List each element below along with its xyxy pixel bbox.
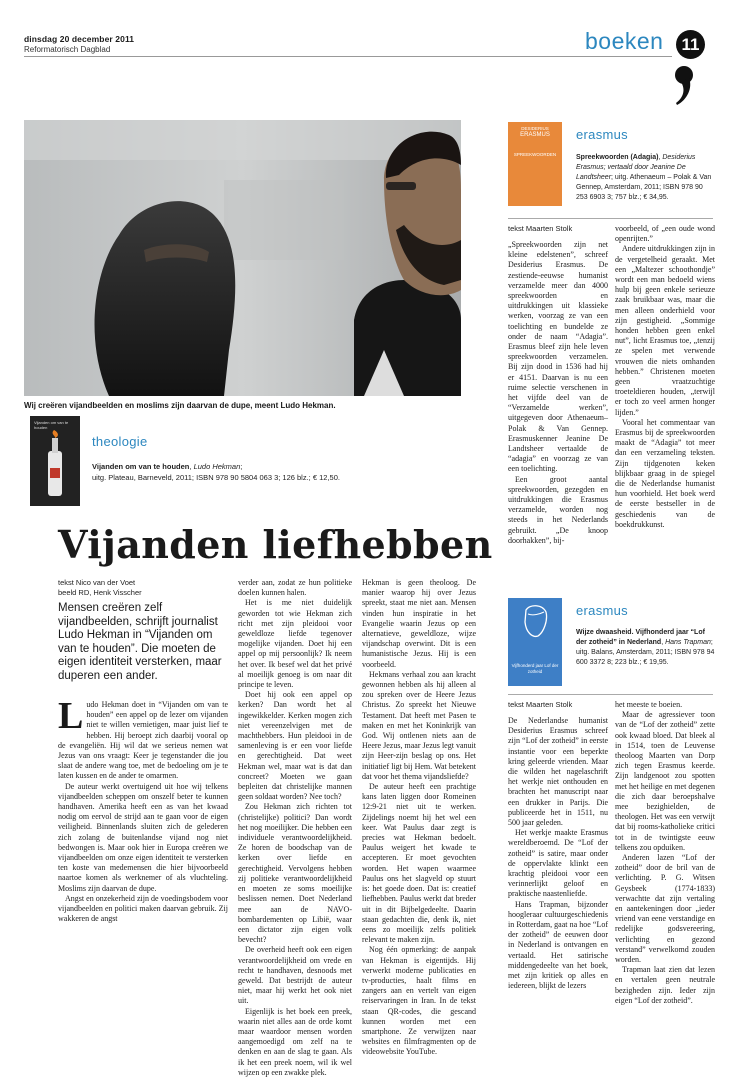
lof-der-zotheid-cover [508,598,562,686]
article-column-2 [238,578,352,1077]
paragraph: Hans Trapman, bijzonder hoogleraar cultuurgeschiedenis in Rotterdam, gaat na hoe “Lof der zotheid” de eeuwen door in Nederland is ontvangen en vertaald. Het satirische middengedeelte van het boek, met zijn kritiek op alles en iedereen, blijkt de lezers [508,899,608,991]
erasmus-column-1 [508,240,608,572]
erasmus2-book-info: Wijze dwaasheid. Vijfhonderd jaar “Lof der zotheid” in Nederland, Hans Trapman; uitg. Balans, Amsterdam, 2011; ISBN 978 94 600 3372 8; 223 blz.; € 19,95. [576,629,715,666]
article-byline: tekst Nico van der Voet [58,578,136,587]
erasmus-book-info: Spreekwoorden (Adagia), Desiderius Erasmus; vertaald door Jeanine De Landtsheer; uitg. Athenaeum – Polak & Van Gennep, Amsterdam, 2011; ISBN 978 90 253 6903 3; 757 blz.; € 34,95. [576,154,712,201]
paragraph: Trapman laat zien dat lezen en vertalen geen neutrale bezigheden zijn. Ieder zijn eigen “Lof der zotheid”. [615,965,715,1005]
paragraph: Andere uitdrukkingen zijn in de vergetelheid geraakt. Met een „Maltezer schoothondje” wordt een man bedoeld wiens hulp bij geen enkele serieuze zaak bruikbaar was, maar die men alleen onderhield voor zijn gestigheid. „Sommige honden hebben geen enkel nut”, licht Erasmus toe, „tenzij ze spelen met verwende vrouwen die niets omhanden hebben.” Christenen moeten geen vraatzuchtige troeteldieren houden, „terwijl er toch zo veel armen honger lijden.” [615,244,715,417]
paragraph: Het is me niet duidelijk geworden tot wie Hekman zich richt met zijn pleidooi voor geweldloze liefde tegenover mogelijke vijanden. Doet hij een appel op mij persoonlijk? Ik neem het over. Ik besef wel dat het privé al moeilijk genoeg is om naar dit principe te leven. [238,598,352,690]
erasmus2-byline: tekst Maarten Stolk [508,700,573,709]
erasmus2-book-details: uitg. Balans, Amsterdam, 2011; ISBN 978 94 600 3372 8; 223 blz.; € 19,95. [576,649,715,666]
article-photo [24,120,461,396]
erasmus-book-cover [508,122,562,206]
erasmus-book-title: Spreekwoorden (Adagia) [576,154,659,161]
erasmus2-book-title: Wijze dwaasheid. Vijfhonderd jaar “Lof der zotheid” in Nederland [576,629,705,646]
paragraph: voorbeeld, of „een oude wond openrijten.” [615,224,715,244]
divider [508,218,713,219]
paragraph: Anderen lazen “Lof der zotheid” door de bril van de verlichting. P. G. Witsen Geysbeek (1774-1833) verwachtte dat zijn vertaling en aantekeningen door „ieder vriend van eene verstandige en redelijke godsvereering, verlichting en gezond verstand” verwelkomd zouden worden. [615,853,715,965]
cover-text: Vijfhonderd jaar Lof der zotheid [511,663,559,674]
paragraph: De auteur heeft een prachtige kans laten liggen door Romeinen 12:9-21 niet uit te werken. Zijdelings noemt hij het wel een keer. Wat Paulus daar zegt is precies wat Hekman bedoelt. Paulus weigert het kwade te accepteren. Er moet gevochten worden. Het wapen waarmee Paulus ons het slagveld op stuurt is: het goede doen. Dat is: creatief liefhebben. Paulus werkt dat breder uit in dit Bijbelgedeelte. Daarin staan gedachten die, denk ik, niet eens zo moeilijk zelfs politiek relevant te maken zijn. [362,782,476,945]
theology-book-info: Vijanden om van te houden, Ludo Hekman; uitg. Plateau, Barneveld, 2011; ISBN 978 90 5804 063 3; 126 blz.; € 12,50. [92,462,340,482]
paragraph: Doet hij ook een appel op kerken? Dan wordt het al ingewikkelder. Kerken mogen zich niet vereenzelvigen met de machthebbers. Hun pleidooi in de samenleving is er een voor liefde en gerechtigheid. Dat weet Hekman wel, maar wat is dat dan concreet? Moeten we gaan bepleiten dat christelijke mannen geen soldaat worden? Nee toch? [238,690,352,802]
theology-book-cover [30,416,80,506]
paragraph: Het werkje maakte Erasmus wereldberoemd. De “Lof der zotheid” is satire, maar onder de oppervlakte klinkt een krachtig pleidooi voor een verinnerlijkt geloof en praktische naastenliefde. [508,828,608,899]
theology-book-author: Ludo Hekman [193,462,241,471]
divider [508,694,713,695]
paragraph: Zou Hekman zich richten tot (christelijke) politici? Dan wordt het nog moeilijker. Die hebben een individuele verantwoordelijkheid. Ze horen de boodschap van de kerken over liefde en gerechtigheid. Vervolgens hebben zij politieke verantwoordelijkheid en moeten ze soms moeilijke beslissen nemen. Doet Nederland mee aan de NAVO-bombardementen op Libië, waar een dictator zijn eigen volk bevecht? [238,802,352,945]
header-rule [24,56,672,57]
erasmus-byline: tekst Maarten Stolk [508,224,573,233]
article-column-3 [362,578,476,1060]
publication-name: Reformatorisch Dagblad [24,45,111,54]
paragraph: Maar de agressiever toon van de “Lof der zotheid” zette ook kwaad bloed. Dat bleek al in 1514, toen de Leuvense theoloog Maarten van Dorp zich tegen Erasmus keerde. Zijn landgenoot zou spotten met het heilige en met degenen die zich daar beroepshalve mee bezighielden, de theologen. Het was een verwijt dat bij rooms-katholieke critici tot in de twintigste eeuw telkens zou opduiken. [615,710,715,852]
erasmus2-column-1 [508,716,608,1060]
article-headline: Vijanden liefhebben [58,522,493,567]
paragraph: Angst en onzekerheid zijn de voedingsbodem voor vijandbeelden en politici maken daarvan gebruik. Zij wakkeren de angst [58,893,228,924]
article-intro: Mensen creëren zelf vijandbeelden, schrijft journalist Ludo Hekman in “Vijanden om van te houden”. Die moeten de eigen identiteit versterken, maar duperen een ander. [58,602,222,682]
section-title: boeken [585,28,664,54]
paragraph: Hekmans verhaal zou aan kracht gewonnen hebben als hij alleen al zou spreken over de Heere Jezus Christus. Zo spreekt het Nieuwe Testament. Dat heeft met Pasen te maken en met het Koninkrijk van God. Wij ontlenen niets aan de Heere Jezus, maar Jezus legt vanuit zijn Heer-zijn beslag op ons. Het initiatief ligt bij Hem. Wat betekent dat voor het thema vijandsliefde? [362,669,476,781]
cover-line: DESIDERIUS [521,126,549,131]
photo-illustration [24,120,461,396]
comma-logo-icon [673,66,695,106]
paragraph: De auteur werkt overtuigend uit hoe wij telkens vijandbeelden scheppen om onszelf beter te kunnen handhaven. Amerika heeft een as van het kwaad nodig om eervol de strijd aan te gaan voor de eigen veiligheid. Binnenlands sluiten zich de gelederen zich zolang de buitenlandse vijand nog niet bedwongen is. Maar ook hier in Europa creëren we vijandbeelden om onze eigen identiteit te versterken ten koste van medemensen die hier bijvoorbeeld naartoe komen als werknemer of als vluchteling. Moslims zijn daarvan de dupe. [58,781,228,893]
erasmus-kicker: erasmus [576,127,628,142]
cover-line: ERASMUS [520,132,550,138]
bottle-icon [30,416,80,506]
paragraph: Hekman is geen theoloog. De manier waarop hij over Jezus spreekt, staat me niet aan. Mensen vinden hun inspiratie in het Evangelie waarin Jezus op een alternatieve, geweldloze, wijze vijandschap overwint. Dit is een humanistische Jezus. Hij is een voorbeeld. [362,578,476,669]
paragraph: Vooral het commentaar van Erasmus bij de spreekwoorden maakt de “Adagia” tot meer dan een verzameling teksten. Zijn tijdgenoten keken blijkbaar graag in de spiegel die de Nederlandse humanist hun voorhield. Het boek werd de eerste bestseller in de geschiedenis van de boekdrukkunst. [615,417,715,529]
erasmus2-book-author: Hans Trapman [665,639,711,646]
erasmus-column-2 [615,224,715,572]
paragraph: „Spreekwoorden zijn net kleine edelstenen”, schreef Desiderius Erasmus. De zestiende-eeuwse humanist verzamelde meer dan 4000 spreekwoorden en uitdrukkingen uit klassieke werken, voorzag ze van een toelichting en bundelde ze onder de naam “Adagia”. Erasmus bleef zijn hele leven spreekwoorden verzamelen. Bij zijn dood in 1536 had hij er 4151. Daarvan is nu een ruime selectie verschenen in het vijfde deel van de “Verzamelde werken”, uitgegeven door Athenaeum–Polak & Van Gennep. Erasmuskenner Jeanine De Landtsheer vertaalde de “adagia” en voorzag ze van een toelichting. [508,240,608,474]
photo-caption: Wij creëren vijandbeelden en moslims zijn daarvan de dupe, meent Ludo Hekman. [24,401,336,410]
paragraph: het meeste te boeien. [615,700,683,709]
theology-book-details: uitg. Plateau, Barneveld, 2011; ISBN 978 90 5804 063 3; 126 blz.; € 12,50. [92,473,340,482]
erasmus-book-author: Desiderius Erasmus; vertaald door Jeanine De Landtsheer [576,154,696,181]
paragraph: verder aan, zodat ze hun politieke doelen kunnen halen. [238,578,352,598]
article-column-1 [58,695,228,1060]
erasmus2-kicker: erasmus [576,603,628,618]
paragraph: Nog één opmerking: de aanpak van Hekman is eigentijds. Hij verwerkt moderne publicaties en tv-producties, haalt films en zangers aan en vertelt van eigen reiservaringen in Iran. In de tekst staan QR-codes, die gescand kunnen worden met een smartphone. Ze verwijzen naar websites en filmfragmenten op de videowebsite YouTube. [362,945,476,1057]
cover-line: SPREEKWOORDEN [513,152,557,157]
portrait-sketch-icon [508,598,562,658]
issue-date: dinsdag 20 december 2011 [24,34,135,44]
article-photo-credit: beeld RD, Henk Visscher [58,588,142,597]
paragraph: Een groot aantal spreekwoorden, gezegden en uitdrukkingen die Erasmus verzamelde, worden nog steeds in het Nederlands gebruikt. „De knoop doorhakken”, bij- [508,474,608,545]
drop-cap: L [58,695,84,737]
paragraph: De Nederlandse humanist Desiderius Erasmus schreef zijn “Lof der zotheid” in eerste instantie voor een beperkte kring geleerde vrienden. Maar die wilden het nagelaschrift het werkje niet onthouden en brachten het manuscript naar een drukker in Parijs. Die publiceerde het in 1511, nu 500 jaar geleden. [508,716,608,828]
erasmus-book-details: uitg. Athenaeum – Polak & Van Gennep, Amsterdam, 2011; ISBN 978 90 253 6903 3; 757 blz.; € 34,95. [576,174,712,201]
erasmus2-column-2 [615,700,715,1060]
paragraph: Eigenlijk is het boek een preek, waarin niet alles aan de orde komt maar waardoor mensen worden aangemoedigd om zelf na te denken en aan de slag te gaan. Als ik het een preek noem, wil ik wel wijzen op een zwakke plek. [238,1006,352,1077]
page-number: 11 [676,30,705,59]
theology-book-title: Vijanden om van te houden [92,462,190,471]
paragraph: udo Hekman doet in “Vijanden om van te houden” een appel op de lezer om vijanden niet te willen vernietigen, maar juist lief te hebben. Hij beroept zich daarbij vooral op de evangeliën. Hij wil dat we serieus nemen wat Jezus van ons vraagt: Keer je tegenstander die jou slaat de andere wang toe, met de bedoeling om je te laten kussen en de ander te omarmen. [58,700,228,781]
book-cover-title: Vijanden om van te houden [34,420,69,430]
paragraph: De overheid heeft ook een eigen verantwoordelijkheid om vrede en recht te handhaven, desnoods met geweld. Dat bestrijdt de auteur niet, maar hij werkt het ook niet uit. [238,945,352,1006]
theology-kicker: theologie [92,434,148,449]
